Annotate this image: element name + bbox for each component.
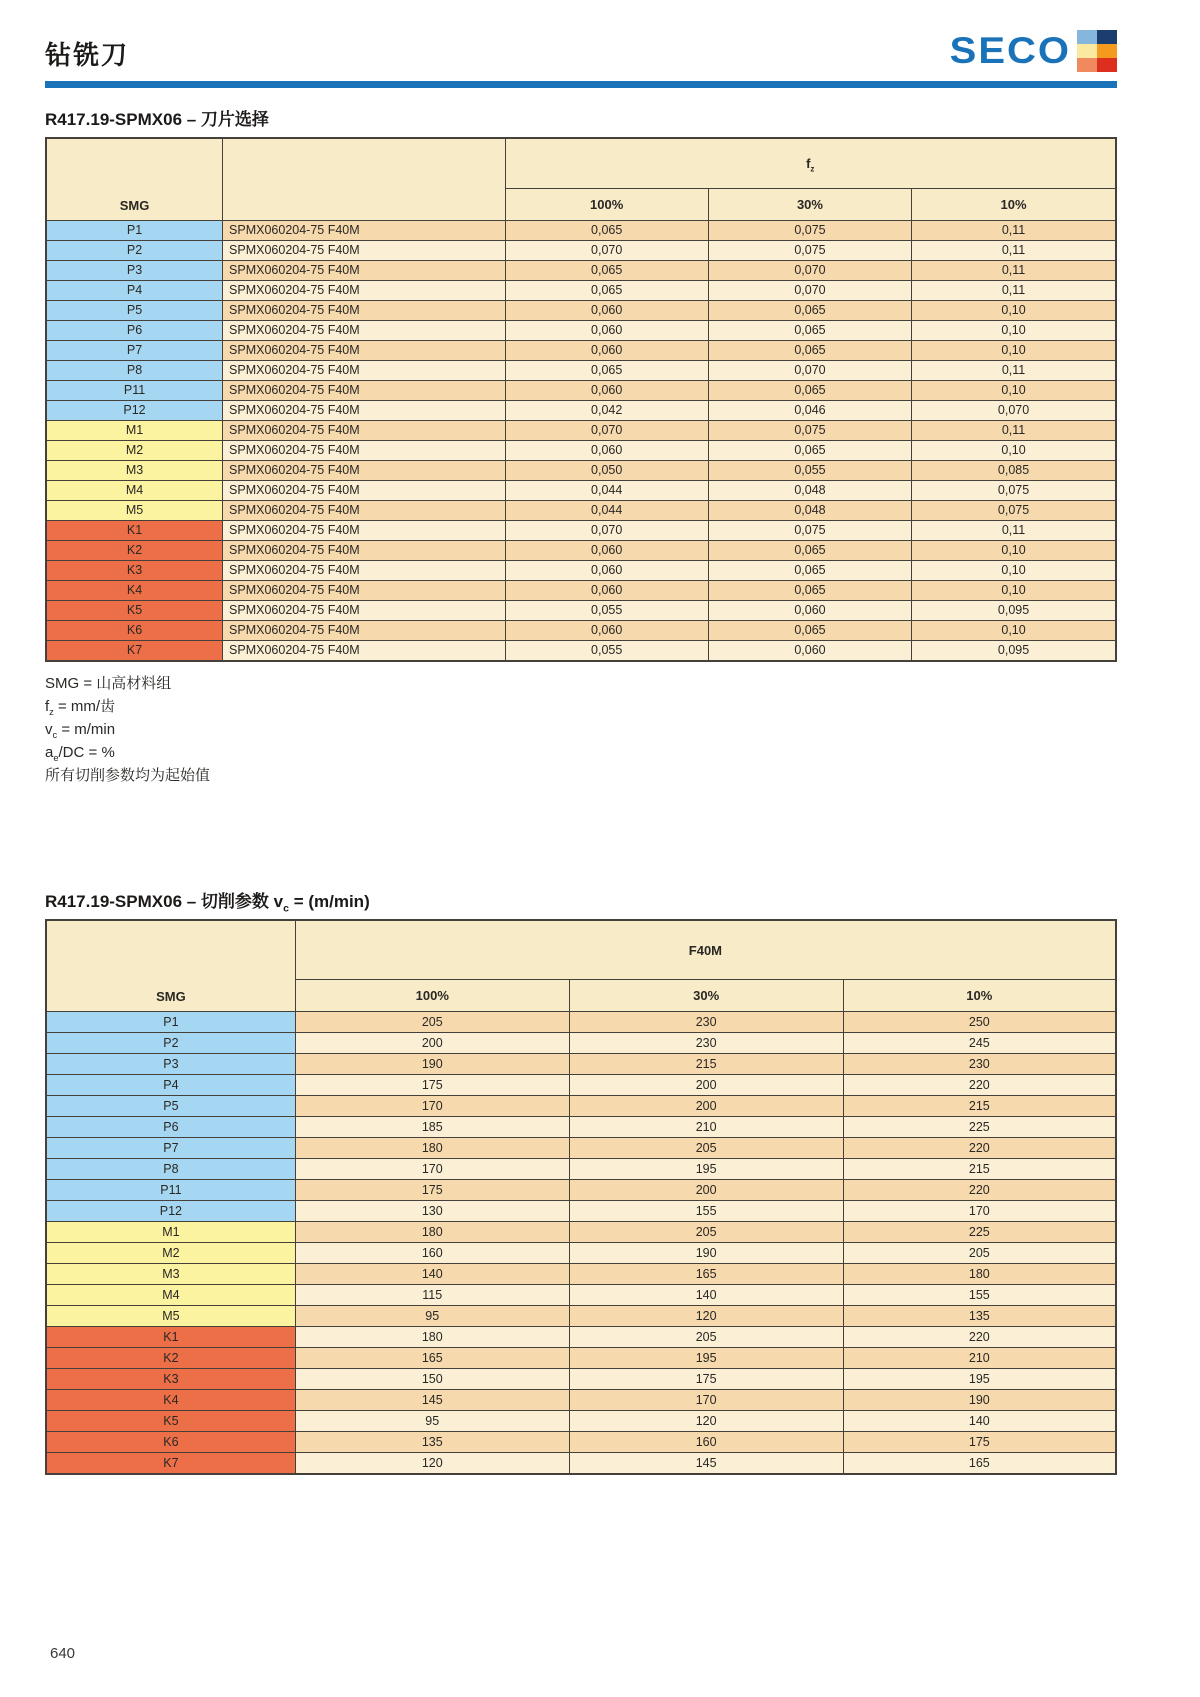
seco-logo-square-1 [1097,30,1117,44]
value-cell: 200 [295,1033,569,1054]
value-cell: 200 [569,1180,843,1201]
value-cell: 195 [569,1348,843,1369]
value-cell: 0,060 [505,441,708,461]
table1-row-M4 [46,481,1116,501]
seco-logo-square-2 [1077,44,1097,58]
insert-designation-cell: SPMX060204-75 F40M [223,621,505,641]
value-cell: 0,065 [505,261,708,281]
value-cell: 0,065 [708,381,911,401]
table2-grade-header: F40M [295,920,1116,980]
table2-row-P1 [46,1012,1116,1033]
value-cell: 120 [569,1411,843,1432]
smg-cell: P5 [46,301,223,321]
value-cell: 165 [569,1264,843,1285]
cutting-data-table [45,919,1117,1475]
value-cell: 140 [295,1264,569,1285]
value-cell: 145 [569,1453,843,1475]
value-cell: 180 [843,1264,1116,1285]
smg-cell: P8 [46,361,223,381]
value-cell: 210 [569,1117,843,1138]
insert-designation-cell: SPMX060204-75 F40M [223,301,505,321]
value-cell: 0,060 [505,621,708,641]
insert-designation-cell: SPMX060204-75 F40M [223,481,505,501]
smg-cell: K2 [46,1348,295,1369]
value-cell: 220 [843,1138,1116,1159]
value-cell: 0,065 [505,361,708,381]
seco-logo-square-3 [1097,44,1117,58]
value-cell: 215 [843,1096,1116,1117]
value-cell: 120 [295,1453,569,1475]
value-cell: 180 [295,1222,569,1243]
table2-row-P12 [46,1201,1116,1222]
value-cell: 0,060 [505,321,708,341]
smg-cell: K4 [46,1390,295,1411]
table1-row-M5 [46,501,1116,521]
value-cell: 140 [843,1411,1116,1432]
value-cell: 115 [295,1285,569,1306]
table2-row-M4 [46,1285,1116,1306]
value-cell: 220 [843,1075,1116,1096]
value-cell: 165 [295,1348,569,1369]
page-number: 640 [50,1645,76,1662]
value-cell: 190 [843,1390,1116,1411]
table1-row-K1 [46,521,1116,541]
insert-selection-table [45,137,1117,662]
table1-row-K2 [46,541,1116,561]
value-cell: 0,048 [708,501,911,521]
value-cell: 0,065 [708,541,911,561]
value-cell: 0,065 [505,281,708,301]
value-cell: 0,10 [912,581,1116,601]
smg-cell: K7 [46,641,223,662]
seco-logo-squares-icon [1077,30,1117,72]
table2-smg-header: SMG [46,920,295,1012]
table2-col-30: 30% [569,980,843,1012]
value-cell: 0,046 [708,401,911,421]
header-divider [45,81,1117,88]
smg-cell: K3 [46,1369,295,1390]
smg-cell: P2 [46,241,223,261]
value-cell: 205 [843,1243,1116,1264]
smg-cell: M2 [46,441,223,461]
value-cell: 145 [295,1390,569,1411]
value-cell: 205 [569,1138,843,1159]
value-cell: 230 [569,1033,843,1054]
value-cell: 180 [295,1327,569,1348]
insert-designation-cell: SPMX060204-75 F40M [223,341,505,361]
value-cell: 0,075 [912,481,1116,501]
value-cell: 0,065 [708,301,911,321]
table1-row-M2 [46,441,1116,461]
table2-row-K1 [46,1327,1116,1348]
smg-cell: P5 [46,1096,295,1117]
value-cell: 195 [569,1159,843,1180]
value-cell: 205 [569,1327,843,1348]
insert-designation-cell: SPMX060204-75 F40M [223,561,505,581]
value-cell: 170 [843,1201,1116,1222]
smg-cell: M4 [46,1285,295,1306]
insert-designation-cell: SPMX060204-75 F40M [223,581,505,601]
value-cell: 195 [843,1369,1116,1390]
value-cell: 0,060 [505,541,708,561]
insert-designation-cell: SPMX060204-75 F40M [223,461,505,481]
value-cell: 215 [569,1054,843,1075]
footnotes [45,672,1117,787]
value-cell: 0,070 [505,521,708,541]
smg-cell: P1 [46,221,223,241]
table1-col-30: 30% [708,189,911,221]
value-cell: 0,060 [505,301,708,321]
value-cell: 0,060 [708,601,911,621]
smg-cell: P2 [46,1033,295,1054]
value-cell: 250 [843,1012,1116,1033]
table1-row-P2 [46,241,1116,261]
value-cell: 170 [569,1390,843,1411]
value-cell: 0,070 [708,281,911,301]
table1-fz-header: $f_z$ [505,138,1116,189]
table2-row-P7 [46,1138,1116,1159]
insert-designation-cell: SPMX060204-75 F40M [223,241,505,261]
smg-cell: P11 [46,381,223,401]
table2-row-K7 [46,1453,1116,1475]
footnote-line-4: 所有切削参数均为起始值 [45,767,211,784]
smg-cell: P1 [46,1012,295,1033]
value-cell: 0,11 [912,421,1116,441]
seco-logo [950,30,1117,72]
seco-logo-square-0 [1077,30,1097,44]
table2-col-100: 100% [295,980,569,1012]
table2-col-10: 10% [843,980,1116,1012]
smg-cell: M3 [46,461,223,481]
value-cell: 0,095 [912,601,1116,621]
value-cell: 150 [295,1369,569,1390]
value-cell: 0,044 [505,481,708,501]
value-cell: 0,048 [708,481,911,501]
value-cell: 0,050 [505,461,708,481]
smg-cell: P12 [46,1201,295,1222]
value-cell: 130 [295,1201,569,1222]
value-cell: 0,11 [912,521,1116,541]
table2-row-P2 [46,1033,1116,1054]
table1-smg-header: SMG [46,138,223,221]
smg-cell: P8 [46,1159,295,1180]
value-cell: 175 [569,1369,843,1390]
smg-cell: M2 [46,1243,295,1264]
value-cell: 95 [295,1411,569,1432]
smg-cell: P11 [46,1180,295,1201]
value-cell: 0,055 [505,641,708,662]
value-cell: 0,055 [505,601,708,621]
value-cell: 190 [569,1243,843,1264]
value-cell: 205 [295,1012,569,1033]
smg-cell: P7 [46,1138,295,1159]
insert-designation-cell: SPMX060204-75 F40M [223,381,505,401]
value-cell: 0,11 [912,261,1116,281]
smg-cell: K2 [46,541,223,561]
table1-row-K7 [46,641,1116,662]
value-cell: 95 [295,1306,569,1327]
page-title: 钻铣刀 [45,41,130,71]
value-cell: 215 [843,1159,1116,1180]
table2-row-K6 [46,1432,1116,1453]
value-cell: 200 [569,1075,843,1096]
smg-cell: P4 [46,281,223,301]
table2-row-K4 [46,1390,1116,1411]
table1-title: R417.19-SPMX06 – 刀片选择 [45,110,269,129]
table1-row-P4 [46,281,1116,301]
insert-designation-cell: SPMX060204-75 F40M [223,641,505,662]
table1-row-K3 [46,561,1116,581]
value-cell: 185 [295,1117,569,1138]
value-cell: 0,10 [912,441,1116,461]
value-cell: 0,10 [912,381,1116,401]
value-cell: 220 [843,1180,1116,1201]
table2-row-K2 [46,1348,1116,1369]
value-cell: 0,060 [505,341,708,361]
value-cell: 170 [295,1096,569,1117]
smg-cell: K7 [46,1453,295,1475]
table2-row-M3 [46,1264,1116,1285]
value-cell: 0,060 [505,581,708,601]
value-cell: 0,10 [912,301,1116,321]
value-cell: 0,075 [708,421,911,441]
smg-cell: K5 [46,601,223,621]
value-cell: 135 [843,1306,1116,1327]
value-cell: 225 [843,1222,1116,1243]
table2-row-P4 [46,1075,1116,1096]
table1-row-P6 [46,321,1116,341]
seco-logo-square-5 [1097,58,1117,72]
value-cell: 0,070 [708,361,911,381]
table1-row-P1 [46,221,1116,241]
smg-cell: M5 [46,1306,295,1327]
smg-cell: K1 [46,521,223,541]
value-cell: 205 [569,1222,843,1243]
footnote-line-1: $f_z = mm/$齿 [45,698,116,717]
value-cell: 0,11 [912,361,1116,381]
table1-row-M3 [46,461,1116,481]
value-cell: 0,065 [708,561,911,581]
value-cell: 230 [843,1054,1116,1075]
value-cell: 175 [295,1075,569,1096]
value-cell: 245 [843,1033,1116,1054]
table2-header-group-row [46,920,1116,980]
smg-cell: P12 [46,401,223,421]
table2-row-P11 [46,1180,1116,1201]
insert-designation-cell: SPMX060204-75 F40M [223,541,505,561]
value-cell: 0,065 [708,441,911,461]
footnote-line-2: $v_c = m/\min$ [45,721,116,740]
value-cell: 0,085 [912,461,1116,481]
insert-designation-cell: SPMX060204-75 F40M [223,321,505,341]
value-cell: 165 [843,1453,1116,1475]
value-cell: 135 [295,1432,569,1453]
value-cell: 0,10 [912,341,1116,361]
value-cell: 0,10 [912,621,1116,641]
table1-row-K6 [46,621,1116,641]
value-cell: 0,11 [912,221,1116,241]
smg-cell: M1 [46,421,223,441]
table1-col-100: 100% [505,189,708,221]
insert-designation-cell: SPMX060204-75 F40M [223,501,505,521]
table1-col-10: 10% [912,189,1116,221]
insert-designation-cell: SPMX060204-75 F40M [223,261,505,281]
value-cell: 190 [295,1054,569,1075]
smg-cell: P3 [46,1054,295,1075]
value-cell: 0,10 [912,321,1116,341]
value-cell: 0,065 [708,581,911,601]
table1-row-P3 [46,261,1116,281]
table2-row-K5 [46,1411,1116,1432]
value-cell: 230 [569,1012,843,1033]
table1-row-P8 [46,361,1116,381]
table1-row-M1 [46,421,1116,441]
table2-row-P8 [46,1159,1116,1180]
table1-row-K4 [46,581,1116,601]
value-cell: 210 [843,1348,1116,1369]
smg-cell: P4 [46,1075,295,1096]
insert-designation-cell: SPMX060204-75 F40M [223,281,505,301]
value-cell: 170 [295,1159,569,1180]
smg-cell: K4 [46,581,223,601]
smg-cell: K6 [46,621,223,641]
value-cell: 0,070 [912,401,1116,421]
value-cell: 220 [843,1327,1116,1348]
value-cell: 0,11 [912,281,1116,301]
value-cell: 0,065 [708,341,911,361]
value-cell: 175 [295,1180,569,1201]
insert-designation-cell: SPMX060204-75 F40M [223,441,505,461]
value-cell: 140 [569,1285,843,1306]
table1-header-group-row [46,138,1116,189]
value-cell: 0,075 [708,241,911,261]
value-cell: 0,042 [505,401,708,421]
smg-cell: M4 [46,481,223,501]
table2-row-M2 [46,1243,1116,1264]
value-cell: 0,10 [912,561,1116,581]
insert-designation-cell: SPMX060204-75 F40M [223,221,505,241]
footnote-line-3: $a_e/DC$ = % [45,744,115,763]
table1-part-header [223,138,505,221]
value-cell: 0,044 [505,501,708,521]
value-cell: 0,060 [505,561,708,581]
value-cell: 200 [569,1096,843,1117]
insert-designation-cell: SPMX060204-75 F40M [223,601,505,621]
table2-row-P3 [46,1054,1116,1075]
smg-cell: M1 [46,1222,295,1243]
value-cell: 225 [843,1117,1116,1138]
smg-cell: K6 [46,1432,295,1453]
smg-cell: K3 [46,561,223,581]
smg-cell: K5 [46,1411,295,1432]
value-cell: 0,11 [912,241,1116,261]
value-cell: 0,070 [505,421,708,441]
table2-row-M1 [46,1222,1116,1243]
value-cell: 160 [569,1432,843,1453]
value-cell: 0,10 [912,541,1116,561]
value-cell: 0,075 [708,221,911,241]
smg-cell: P6 [46,321,223,341]
value-cell: 0,070 [708,261,911,281]
value-cell: 0,060 [505,381,708,401]
smg-cell: P7 [46,341,223,361]
table2-row-P6 [46,1117,1116,1138]
value-cell: 0,055 [708,461,911,481]
value-cell: 0,060 [708,641,911,662]
insert-designation-cell: SPMX060204-75 F40M [223,521,505,541]
value-cell: 0,095 [912,641,1116,662]
table1-row-P12 [46,401,1116,421]
table2-title: R417.19-SPMX06 – 切削参数 $v_c = (m/\min)$ [45,892,370,915]
table2-row-K3 [46,1369,1116,1390]
smg-cell: M3 [46,1264,295,1285]
footnote-line-0: SMG = 山高材料组 [45,675,172,692]
table1-row-P7 [46,341,1116,361]
value-cell: 175 [843,1432,1116,1453]
smg-cell: P3 [46,261,223,281]
value-cell: 155 [569,1201,843,1222]
insert-designation-cell: SPMX060204-75 F40M [223,421,505,441]
page-header [45,0,1117,72]
value-cell: 0,075 [708,521,911,541]
value-cell: 0,075 [912,501,1116,521]
value-cell: 160 [295,1243,569,1264]
insert-designation-cell: SPMX060204-75 F40M [223,361,505,381]
table1-row-K5 [46,601,1116,621]
smg-cell: P6 [46,1117,295,1138]
smg-cell: M5 [46,501,223,521]
table1-row-P5 [46,301,1116,321]
table2-row-P5 [46,1096,1116,1117]
smg-cell: K1 [46,1327,295,1348]
value-cell: 120 [569,1306,843,1327]
value-cell: 0,065 [505,221,708,241]
value-cell: 0,065 [708,621,911,641]
table2-row-M5 [46,1306,1116,1327]
value-cell: 155 [843,1285,1116,1306]
seco-logo-text: SECO [949,30,1071,72]
seco-logo-square-4 [1077,58,1097,72]
value-cell: 0,070 [505,241,708,261]
table1-row-P11 [46,381,1116,401]
insert-designation-cell: SPMX060204-75 F40M [223,401,505,421]
value-cell: 180 [295,1138,569,1159]
value-cell: 0,065 [708,321,911,341]
